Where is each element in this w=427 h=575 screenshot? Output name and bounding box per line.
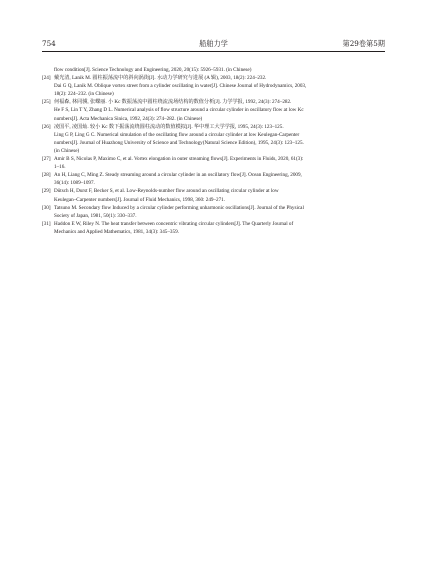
reference-number: [26] (42, 123, 51, 130)
reference-line: He F S, Lin T Y, Zhang D L. Numerical analysis of flow structure around a circular cylinder in oscillatory flow at low Kc (54, 107, 304, 114)
reference-line: numbers[J]. Acta Mechanica Sinica, 1992, 24(3): 274–282. (in Chinese) (54, 115, 203, 122)
page-number: 754 (42, 39, 56, 48)
reference-number: [31] (42, 220, 51, 227)
reference-25 (42, 98, 386, 122)
reference-line: Dai G Q, Lanik M. Oblique vortex street from a cylinder oscillating in water[J]. Chinese Journal of Hydrodynamics, 2003, (54, 83, 307, 90)
reference-number: [28] (42, 172, 51, 179)
reference-line: numbers[J]. Journal of Huazhong University of Science and Technology(Natural Science Edition), 1995, 24(3): 123–125. (54, 139, 304, 146)
reference-26 (42, 123, 386, 155)
reference-line: (in Chinese) (54, 147, 80, 154)
reference-number: [27] (42, 156, 51, 163)
reference-line: 36(14): 1089–1097. (54, 180, 95, 187)
reference-line: 1–16. (54, 164, 66, 171)
reference-number: [25] (42, 99, 51, 106)
reference-30 (42, 204, 386, 220)
journal-title: 船舶力学 (199, 39, 228, 48)
header-divider (42, 51, 385, 52)
reference-27 (42, 155, 386, 171)
reference-29 (42, 187, 386, 203)
reference-31 (42, 220, 386, 236)
reference-line: flow condition[J]. Science Technology and Engineering, 2020, 20(15): 5926–5931. (in Chinese) (54, 67, 252, 73)
reference-line: Society of Japan, 1981, 50(1): 330–337. (54, 212, 137, 219)
reference-line: 凌国平, 凌国灿. 较小 Kc 数下振荡流绕圆柱流动的数值模拟[J]. 华中理工大学学报, 1995, 24(3): 123–125. (54, 123, 284, 130)
reference-number: [24] (42, 75, 51, 82)
running-header (42, 39, 385, 51)
reference-line: Tatsuno M. Secondary flow Induced by a circular cylinder performing unharmonic oscillations[J]. Journal of the Physical (54, 204, 304, 211)
reference-line: Mechanics and Applied Mathematics, 1981, 34(3): 345–359. (54, 228, 179, 235)
volume-issue: 第29卷第5期 (342, 39, 385, 48)
reference-line: Haddon E W, Riley N. The heat transfer between concentric vibrating circular cylinders[J]. The Quarterly Journal of (54, 220, 294, 227)
reference-line: 18(2): 224–232. (in Chinese) (54, 91, 114, 98)
reference-continuation (42, 66, 386, 74)
reference-number: [30] (42, 204, 51, 211)
reference-24 (42, 74, 386, 98)
reference-line: Amir B S, Nicolas P, Maximo C, et al. Vortex elongation in outer streaming flows[J]. Experiments in Fluids, 2020, 61(3): (54, 156, 304, 163)
reference-line: An H, Liang C, Ming Z. Steady streaming around a circular cylinder in an oscillatory flow[J]. Ocean Engineering, 2009, (54, 172, 302, 179)
reference-line: Dütsch H, Durst F, Becker S, et al. Low-Reynolds-number flow around an oscillating circular cylinder at low (54, 188, 279, 195)
reference-list (42, 66, 386, 236)
reference-line: Keulegan–Carpenter numbers[J]. Journal of Fluid Mechanics, 1998, 360: 249–271. (54, 196, 226, 203)
reference-line: Ling G P, Ling G C. Numerical simulation of the oscillating flow around a circular cylinder at low Keulegan-Carpenter (54, 131, 300, 138)
reference-28 (42, 171, 386, 187)
reference-number: [29] (42, 188, 51, 195)
reference-line: 戴光清, Lanik M. 圆柱振荡流中的斜向涡街[J]. 水动力学研究与进展 (A 辑), 2003, 18(2): 224–232. (54, 75, 267, 82)
reference-line: 何福森, 林同骥, 张蝶丽. 小 Kc 数振荡流中圆柱绕流流场结构的数值分析[J]. 力学学报, 1992, 24(3): 274–282. (54, 99, 292, 106)
